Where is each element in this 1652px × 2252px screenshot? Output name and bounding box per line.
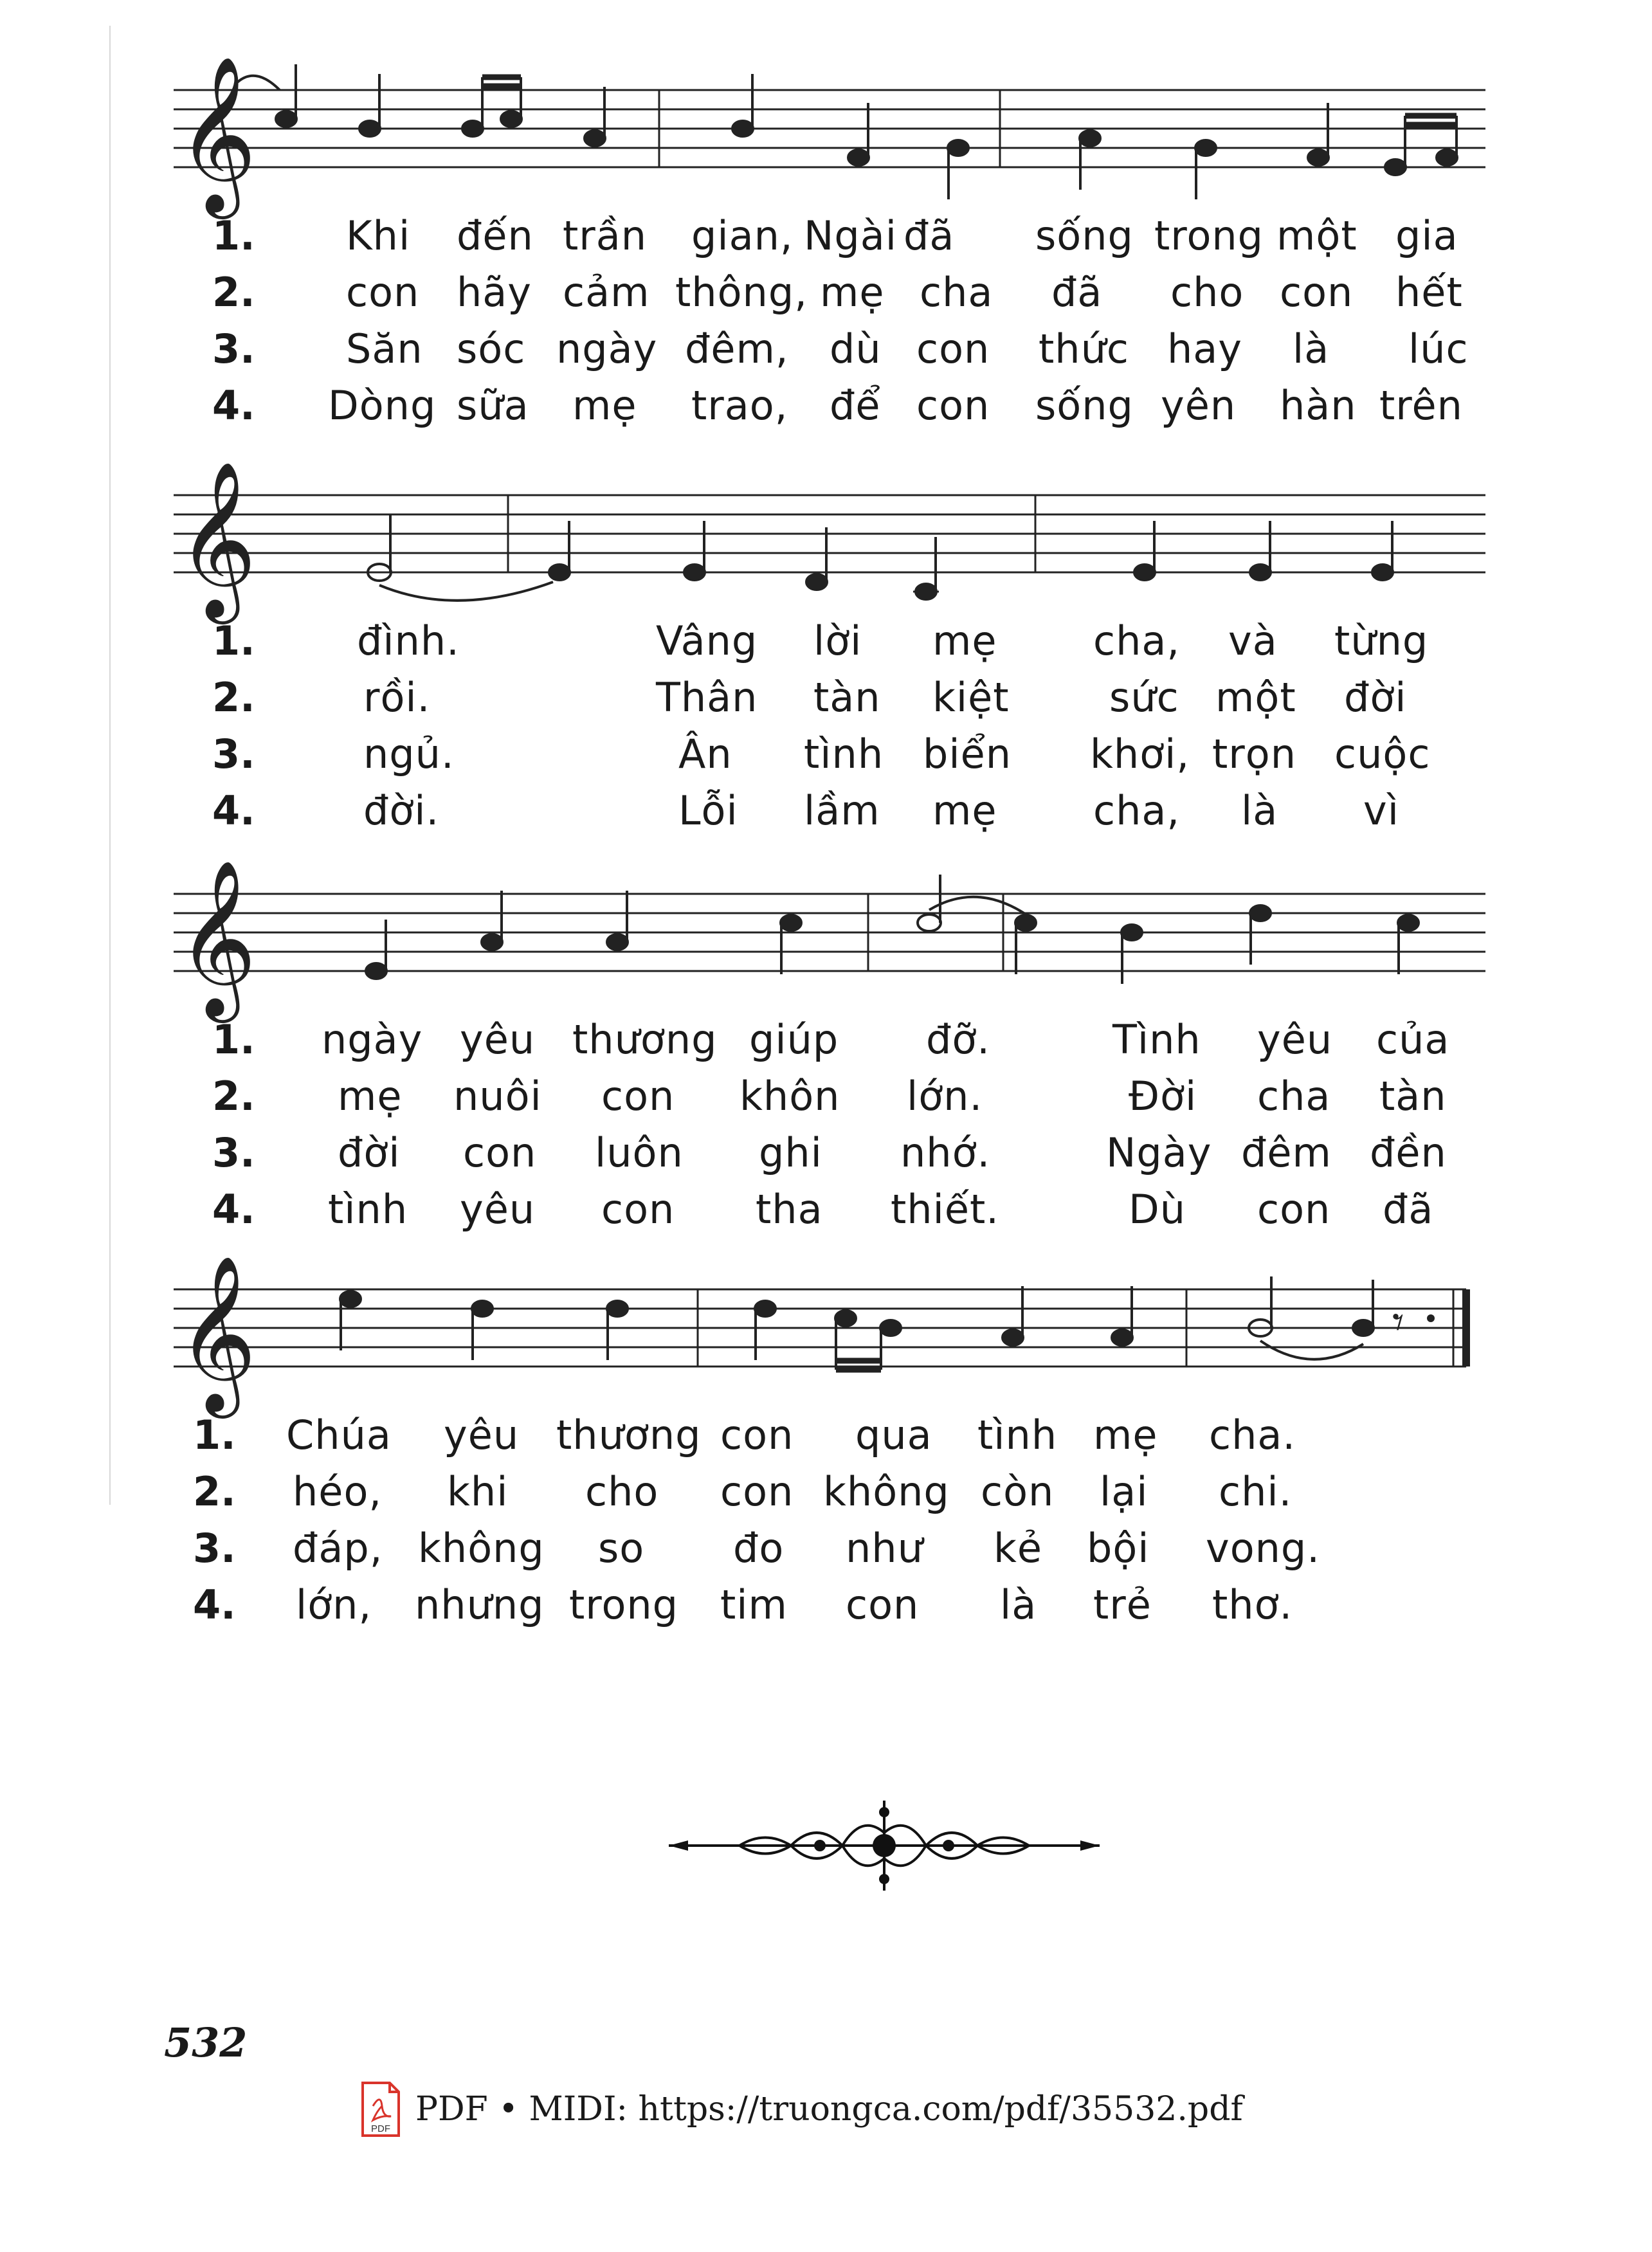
dot-mark <box>1427 1314 1435 1322</box>
lyric-syllable: thức <box>1039 325 1129 372</box>
lyric-syllable: giúp <box>749 1016 839 1063</box>
lyric-syllable: từng <box>1334 617 1429 664</box>
lyric-syllable: yêu <box>444 1412 520 1458</box>
lyric-syllable: một <box>1215 674 1296 721</box>
verse-number: 1. <box>193 1412 236 1458</box>
lyric-syllable: lại <box>1100 1468 1148 1515</box>
lyric-syllable: yêu <box>460 1016 536 1063</box>
lyric-syllable: đêm <box>1241 1129 1332 1176</box>
verse-number: 2. <box>193 1468 236 1515</box>
verse-number: 3. <box>212 325 255 372</box>
verse-number: 2. <box>212 674 255 721</box>
lyric-syllable: không <box>823 1468 950 1515</box>
lyric-syllable: và <box>1228 617 1278 664</box>
verse-line <box>212 325 1498 382</box>
lyric-syllable: sống <box>1035 212 1134 259</box>
verse-line <box>212 1129 1498 1186</box>
verse-number: 3. <box>212 1129 255 1176</box>
music-staff-4 <box>174 1251 1485 1418</box>
lyric-syllable: ngày <box>556 325 658 372</box>
lyrics-block-2 <box>212 617 1498 844</box>
tie-arc <box>1260 1341 1363 1359</box>
lyric-syllable: hay <box>1167 325 1242 372</box>
lyric-syllable: trẻ <box>1093 1581 1152 1628</box>
treble-clef-icon: 𝄞 <box>177 858 257 1016</box>
lyric-syllable: ngày <box>322 1016 423 1063</box>
lyric-syllable: con <box>720 1412 794 1458</box>
tie-arc <box>379 582 553 601</box>
lyric-syllable: là <box>1241 787 1278 834</box>
lyric-syllable: lớn, <box>296 1581 372 1628</box>
lyric-syllable: yên <box>1161 382 1237 429</box>
lyric-syllable: Ân <box>678 731 732 777</box>
verse-number: 4. <box>212 787 255 834</box>
lyric-syllable: trọn <box>1212 731 1297 777</box>
lyric-syllable: Thân <box>656 674 758 721</box>
lyric-syllable: Dòng <box>328 382 437 429</box>
lyric-syllable: Lỗi <box>678 787 738 834</box>
verse-line <box>212 382 1498 439</box>
lyric-syllable: nhớ. <box>900 1129 991 1176</box>
lyric-syllable: con <box>601 1186 675 1233</box>
lyric-syllable: mẹ <box>932 787 997 834</box>
lyric-syllable: là <box>1293 325 1330 372</box>
lyric-syllable: kẻ <box>994 1525 1043 1572</box>
lyric-syllable: còn <box>981 1468 1055 1515</box>
lyric-syllable: tha <box>756 1186 823 1233</box>
verse-number: 4. <box>212 1186 255 1233</box>
music-staff-3 <box>174 855 1485 1022</box>
lyric-syllable: vì <box>1363 787 1399 834</box>
lyric-syllable: con <box>346 269 420 316</box>
lyric-syllable: qua <box>855 1412 932 1458</box>
lyric-syllable: lầm <box>804 787 880 834</box>
lyric-syllable: khi <box>447 1468 509 1515</box>
lyric-syllable: khôn <box>740 1073 840 1120</box>
lyric-syllable: cha, <box>1093 787 1181 834</box>
verse-number: 4. <box>212 382 255 429</box>
eighth-rest-icon: 𝄾 <box>1392 1296 1404 1348</box>
lyric-syllable: hãy <box>457 269 532 316</box>
lyric-syllable: so <box>598 1525 645 1572</box>
lyric-syllable: con <box>846 1581 920 1628</box>
lyric-syllable: khơi, <box>1090 731 1190 777</box>
lyric-syllable: thông, <box>675 269 808 316</box>
lyric-syllable: là <box>1000 1581 1037 1628</box>
lyric-syllable: của <box>1376 1016 1450 1063</box>
staff-3-notation <box>174 855 1485 1022</box>
lyric-syllable: trong <box>1154 212 1264 259</box>
lyric-syllable: Tình <box>1112 1016 1201 1063</box>
page-edge-shadow <box>109 26 111 1505</box>
lyric-syllable: yêu <box>460 1186 536 1233</box>
lyric-syllable: thiết. <box>891 1186 999 1233</box>
lyric-syllable: cuộc <box>1334 731 1431 777</box>
lyric-syllable: lớn. <box>907 1073 983 1120</box>
lyric-syllable: gian, <box>691 212 794 259</box>
lyric-syllable: yêu <box>1257 1016 1333 1063</box>
verse-number: 1. <box>212 212 255 259</box>
footer-link[interactable] <box>360 2080 1243 2138</box>
verse-number: 2. <box>212 269 255 316</box>
verse-line <box>212 1073 1498 1129</box>
lyrics-block-1 <box>212 212 1498 439</box>
lyric-syllable: ngủ. <box>363 731 455 777</box>
music-staff-2 <box>174 457 1485 624</box>
lyric-syllable: tàn <box>813 674 881 721</box>
lyric-syllable: dù <box>830 325 882 372</box>
pdf-icon <box>360 2080 401 2138</box>
lyric-syllable: ghi <box>759 1129 822 1176</box>
lyric-syllable: sóc <box>457 325 526 372</box>
lyric-syllable: cho <box>1170 269 1244 316</box>
lyric-syllable: không <box>418 1525 545 1572</box>
lyric-syllable: lúc <box>1408 325 1469 372</box>
lyric-syllable: đình. <box>357 617 460 664</box>
verse-number: 3. <box>212 731 255 777</box>
footer-text[interactable]: PDF • MIDI: https://truongca.com/pdf/35532.pdf <box>415 2090 1243 2129</box>
verse-number: 4. <box>193 1581 236 1628</box>
lyric-syllable: đời. <box>363 787 440 834</box>
verse-line <box>212 674 1498 731</box>
lyric-syllable: mẹ <box>1093 1412 1158 1458</box>
lyric-syllable: cho <box>585 1468 659 1515</box>
staff-1-notation <box>174 51 1485 219</box>
lyric-syllable: đêm, <box>685 325 789 372</box>
verse-line <box>193 1581 1498 1638</box>
lyric-syllable: đã <box>903 212 955 259</box>
lyric-syllable: con <box>1257 1186 1331 1233</box>
verse-number: 1. <box>212 617 255 664</box>
lyric-syllable: trần <box>563 212 648 259</box>
lyric-syllable: đã <box>1383 1186 1434 1233</box>
lyric-syllable: Dù <box>1129 1186 1186 1233</box>
lyric-syllable: sữa <box>457 382 529 429</box>
lyric-syllable: cha <box>920 269 994 316</box>
lyric-syllable: trên <box>1379 382 1463 429</box>
lyric-syllable: chi. <box>1219 1468 1293 1515</box>
lyric-syllable: biển <box>923 731 1012 777</box>
verse-line <box>212 212 1498 269</box>
lyric-syllable: thương <box>572 1016 718 1063</box>
lyric-syllable: đỡ. <box>926 1016 990 1063</box>
music-staff-1 <box>174 51 1485 219</box>
verse-line <box>212 269 1498 325</box>
lyric-syllable: héo, <box>293 1468 383 1515</box>
lyric-syllable: kiệt <box>932 674 1010 721</box>
lyric-syllable: mẹ <box>820 269 885 316</box>
lyric-syllable: Khi <box>346 212 411 259</box>
verse-line <box>193 1525 1498 1581</box>
lyric-syllable: Săn <box>346 325 423 372</box>
lyric-syllable: để <box>830 382 881 429</box>
lyric-syllable: tim <box>720 1581 788 1628</box>
lyric-syllable: trao, <box>691 382 788 429</box>
lyric-syllable: mẹ <box>338 1073 403 1120</box>
verse-number: 1. <box>212 1016 255 1063</box>
lyric-syllable: cảm <box>563 269 650 316</box>
page-number: 532 <box>164 2019 248 2066</box>
verse-line <box>193 1412 1498 1468</box>
verse-line <box>212 1186 1498 1242</box>
lyrics-block-4 <box>193 1412 1498 1638</box>
lyric-syllable: Ngày <box>1106 1129 1212 1176</box>
lyric-syllable: thương <box>556 1412 702 1458</box>
lyric-syllable: bội <box>1087 1525 1150 1572</box>
lyric-syllable: đời <box>338 1129 401 1176</box>
svg-text:PDF: PDF <box>371 2123 390 2134</box>
lyric-syllable: tàn <box>1379 1073 1447 1120</box>
verse-line <box>212 731 1498 787</box>
lyric-syllable: đã <box>1051 269 1103 316</box>
lyric-syllable: con <box>601 1073 675 1120</box>
staff-2-notation <box>174 457 1485 624</box>
lyric-syllable: cha. <box>1209 1412 1296 1458</box>
lyric-syllable: một <box>1276 212 1357 259</box>
lyric-syllable: cha <box>1257 1073 1331 1120</box>
lyric-syllable: Đời <box>1129 1073 1197 1120</box>
lyric-syllable: đo <box>733 1525 785 1572</box>
verse-line <box>212 1016 1498 1073</box>
lyric-syllable: đến <box>457 212 534 259</box>
lyric-syllable: rồi. <box>363 674 431 721</box>
lyric-syllable: luôn <box>595 1129 684 1176</box>
lyric-syllable: sống <box>1035 382 1134 429</box>
lyric-syllable: sức <box>1109 674 1179 721</box>
lyric-syllable: nuôi <box>453 1073 542 1120</box>
lyrics-block-3 <box>212 1016 1498 1242</box>
lyric-syllable: con <box>463 1129 537 1176</box>
lyric-syllable: tình <box>804 731 884 777</box>
lyric-syllable: mẹ <box>572 382 637 429</box>
lyric-syllable: cha, <box>1093 617 1181 664</box>
treble-clef-icon: 𝄞 <box>177 1254 257 1412</box>
lyric-syllable: trong <box>569 1581 679 1628</box>
lyric-syllable: tình <box>328 1186 408 1233</box>
lyric-syllable: nhưng <box>415 1581 545 1628</box>
verse-line <box>193 1468 1498 1525</box>
decorative-flourish-icon <box>662 1794 1106 1897</box>
lyric-syllable: Ngài <box>804 212 897 259</box>
lyric-syllable: Vâng <box>656 617 758 664</box>
verse-line <box>212 617 1498 674</box>
staff-4-notation <box>174 1251 1485 1418</box>
lyric-syllable: con <box>916 325 990 372</box>
lyric-syllable: con <box>916 382 990 429</box>
lyric-syllable: con <box>1280 269 1354 316</box>
lyric-syllable: thơ. <box>1212 1581 1293 1628</box>
lyric-syllable: đời <box>1344 674 1407 721</box>
lyric-syllable: đền <box>1370 1129 1447 1176</box>
lyric-syllable: lời <box>813 617 862 664</box>
verse-number: 3. <box>193 1525 236 1572</box>
verse-line <box>212 787 1498 844</box>
lyric-syllable: con <box>720 1468 794 1515</box>
lyric-syllable: như <box>846 1525 923 1572</box>
treble-clef-icon: 𝄞 <box>177 460 257 617</box>
treble-clef-icon: 𝄞 <box>177 55 257 212</box>
lyric-syllable: mẹ <box>932 617 997 664</box>
verse-number: 2. <box>212 1073 255 1120</box>
lyric-syllable: vong. <box>1206 1525 1320 1572</box>
lyric-syllable: tình <box>977 1412 1058 1458</box>
lyric-syllable: hàn <box>1280 382 1357 429</box>
lyric-syllable: gia <box>1395 212 1458 259</box>
lyric-syllable: Chúa <box>286 1412 392 1458</box>
lyric-syllable: hết <box>1395 269 1463 316</box>
lyric-syllable: đáp, <box>293 1525 383 1572</box>
